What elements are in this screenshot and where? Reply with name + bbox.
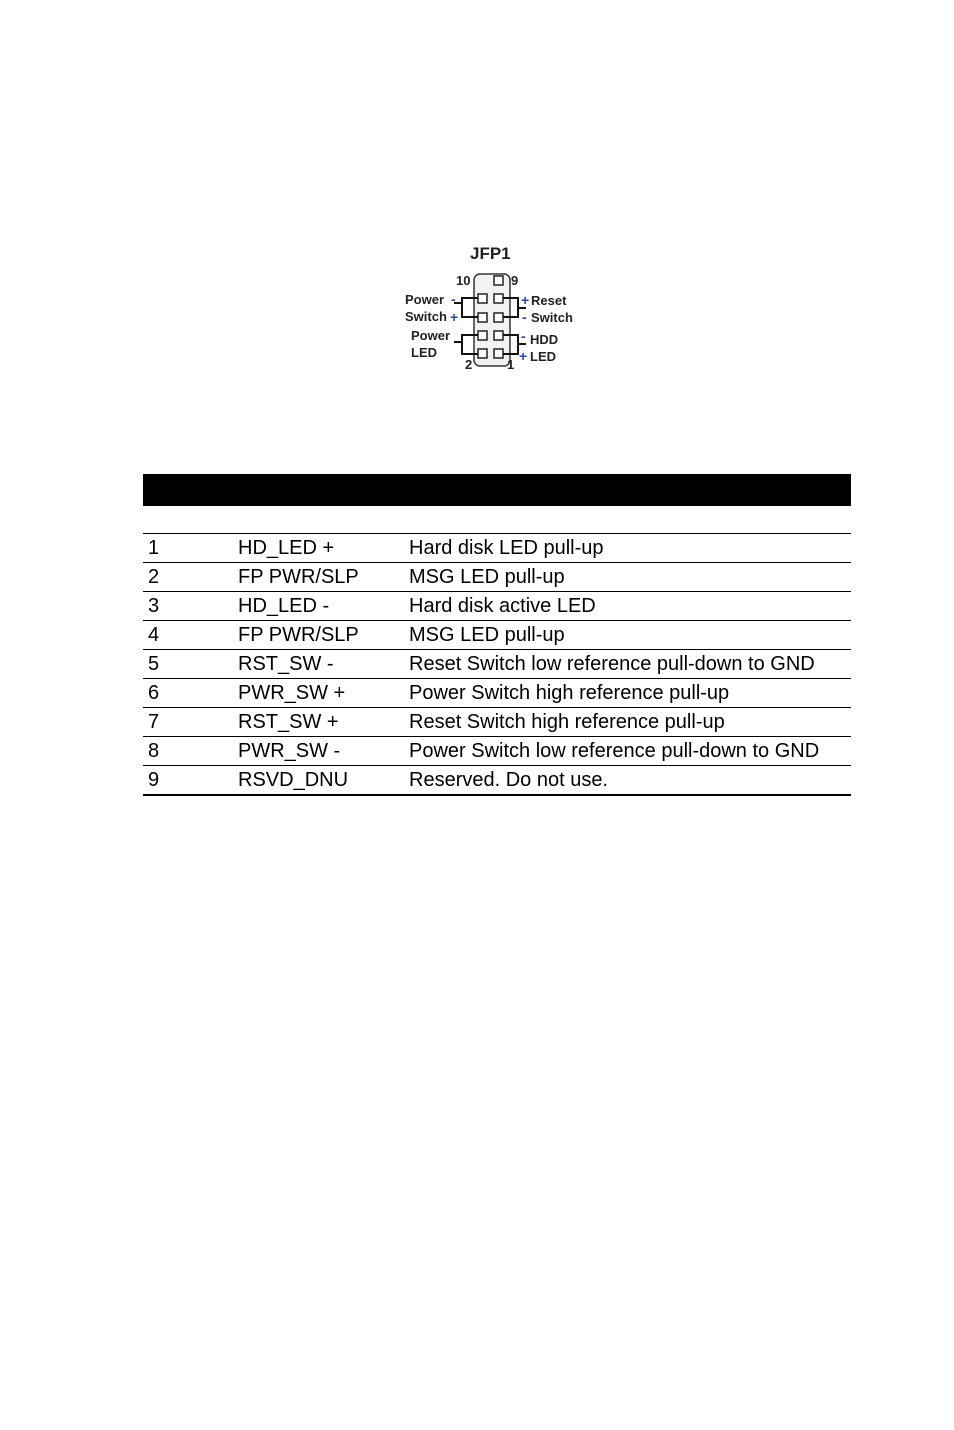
- cell-pin: 6: [143, 679, 233, 708]
- header-cell-description: [404, 474, 851, 506]
- jfp1-connector-diagram: [398, 238, 588, 378]
- pin-9-square: [494, 276, 503, 285]
- cell-description: MSG LED pull-up: [404, 563, 851, 592]
- cell-description: Power Switch high reference pull-up: [404, 679, 851, 708]
- table-row: [143, 679, 851, 708]
- cell-description: Reserved. Do not use.: [404, 766, 851, 796]
- cell-signal: RST_SW -: [233, 650, 404, 679]
- table-row: [143, 708, 851, 737]
- reset-switch-label-line1: Reset: [531, 293, 567, 308]
- cell-pin: 7: [143, 708, 233, 737]
- cell-signal: PWR_SW +: [233, 679, 404, 708]
- cell-pin: 5: [143, 650, 233, 679]
- hdd-led-label-line2: LED: [530, 349, 556, 364]
- pin-2-label: 2: [465, 357, 473, 372]
- power-switch-minus-sign: -: [451, 291, 456, 307]
- table-row: [143, 592, 851, 621]
- header-cell-signal: [233, 474, 404, 506]
- reset-switch-plus-sign: +: [521, 292, 530, 308]
- power-switch-plus-sign: +: [450, 309, 459, 325]
- cell-pin: 3: [143, 592, 233, 621]
- cell-signal: RSVD_DNU: [233, 766, 404, 796]
- cell-pin: 9: [143, 766, 233, 796]
- hdd-led-label-line1: HDD: [530, 332, 559, 347]
- cell-pin: 4: [143, 621, 233, 650]
- table-header-row: [143, 474, 851, 506]
- table-row: [143, 534, 851, 563]
- table-row: [143, 563, 851, 592]
- table-body: [143, 506, 851, 795]
- table-row: [143, 737, 851, 766]
- cell-signal: HD_LED -: [233, 592, 404, 621]
- table-spacer-row: [143, 506, 851, 534]
- hdd-led-plus-sign: +: [519, 348, 528, 364]
- power-led-label-line1: Power: [411, 328, 451, 343]
- pin-9-label: 9: [511, 273, 519, 288]
- connector-title: JFP1: [470, 244, 511, 263]
- cell-signal: HD_LED +: [233, 534, 404, 563]
- cell-pin: 1: [143, 534, 233, 563]
- pin-10-label: 10: [456, 273, 471, 288]
- cell-description: Reset Switch low reference pull-down to GND: [404, 650, 851, 679]
- power-switch-label-line2: Switch: [405, 309, 447, 324]
- cell-signal: FP PWR/SLP: [233, 563, 404, 592]
- cell-signal: PWR_SW -: [233, 737, 404, 766]
- table-row: [143, 650, 851, 679]
- cell-description: Reset Switch high reference pull-up: [404, 708, 851, 737]
- table-row: [143, 766, 851, 796]
- table-row: [143, 621, 851, 650]
- reset-switch-label-line2: Switch: [531, 310, 573, 325]
- header-cell-pin: [143, 474, 233, 506]
- hdd-led-minus-sign: -: [521, 328, 526, 344]
- cell-description: Power Switch low reference pull-down to GND: [404, 737, 851, 766]
- cell-signal: FP PWR/SLP: [233, 621, 404, 650]
- power-led-label-line2: LED: [411, 345, 437, 360]
- cell-description: Hard disk LED pull-up: [404, 534, 851, 563]
- cell-pin: 2: [143, 563, 233, 592]
- cell-signal: RST_SW +: [233, 708, 404, 737]
- cell-description: MSG LED pull-up: [404, 621, 851, 650]
- cell-description: Hard disk active LED: [404, 592, 851, 621]
- reset-switch-minus-sign: -: [522, 309, 527, 325]
- pin-definition-table: [143, 474, 851, 796]
- power-switch-label-line1: Power: [405, 292, 445, 307]
- pin-1-label: 1: [507, 357, 515, 372]
- cell-pin: 8: [143, 737, 233, 766]
